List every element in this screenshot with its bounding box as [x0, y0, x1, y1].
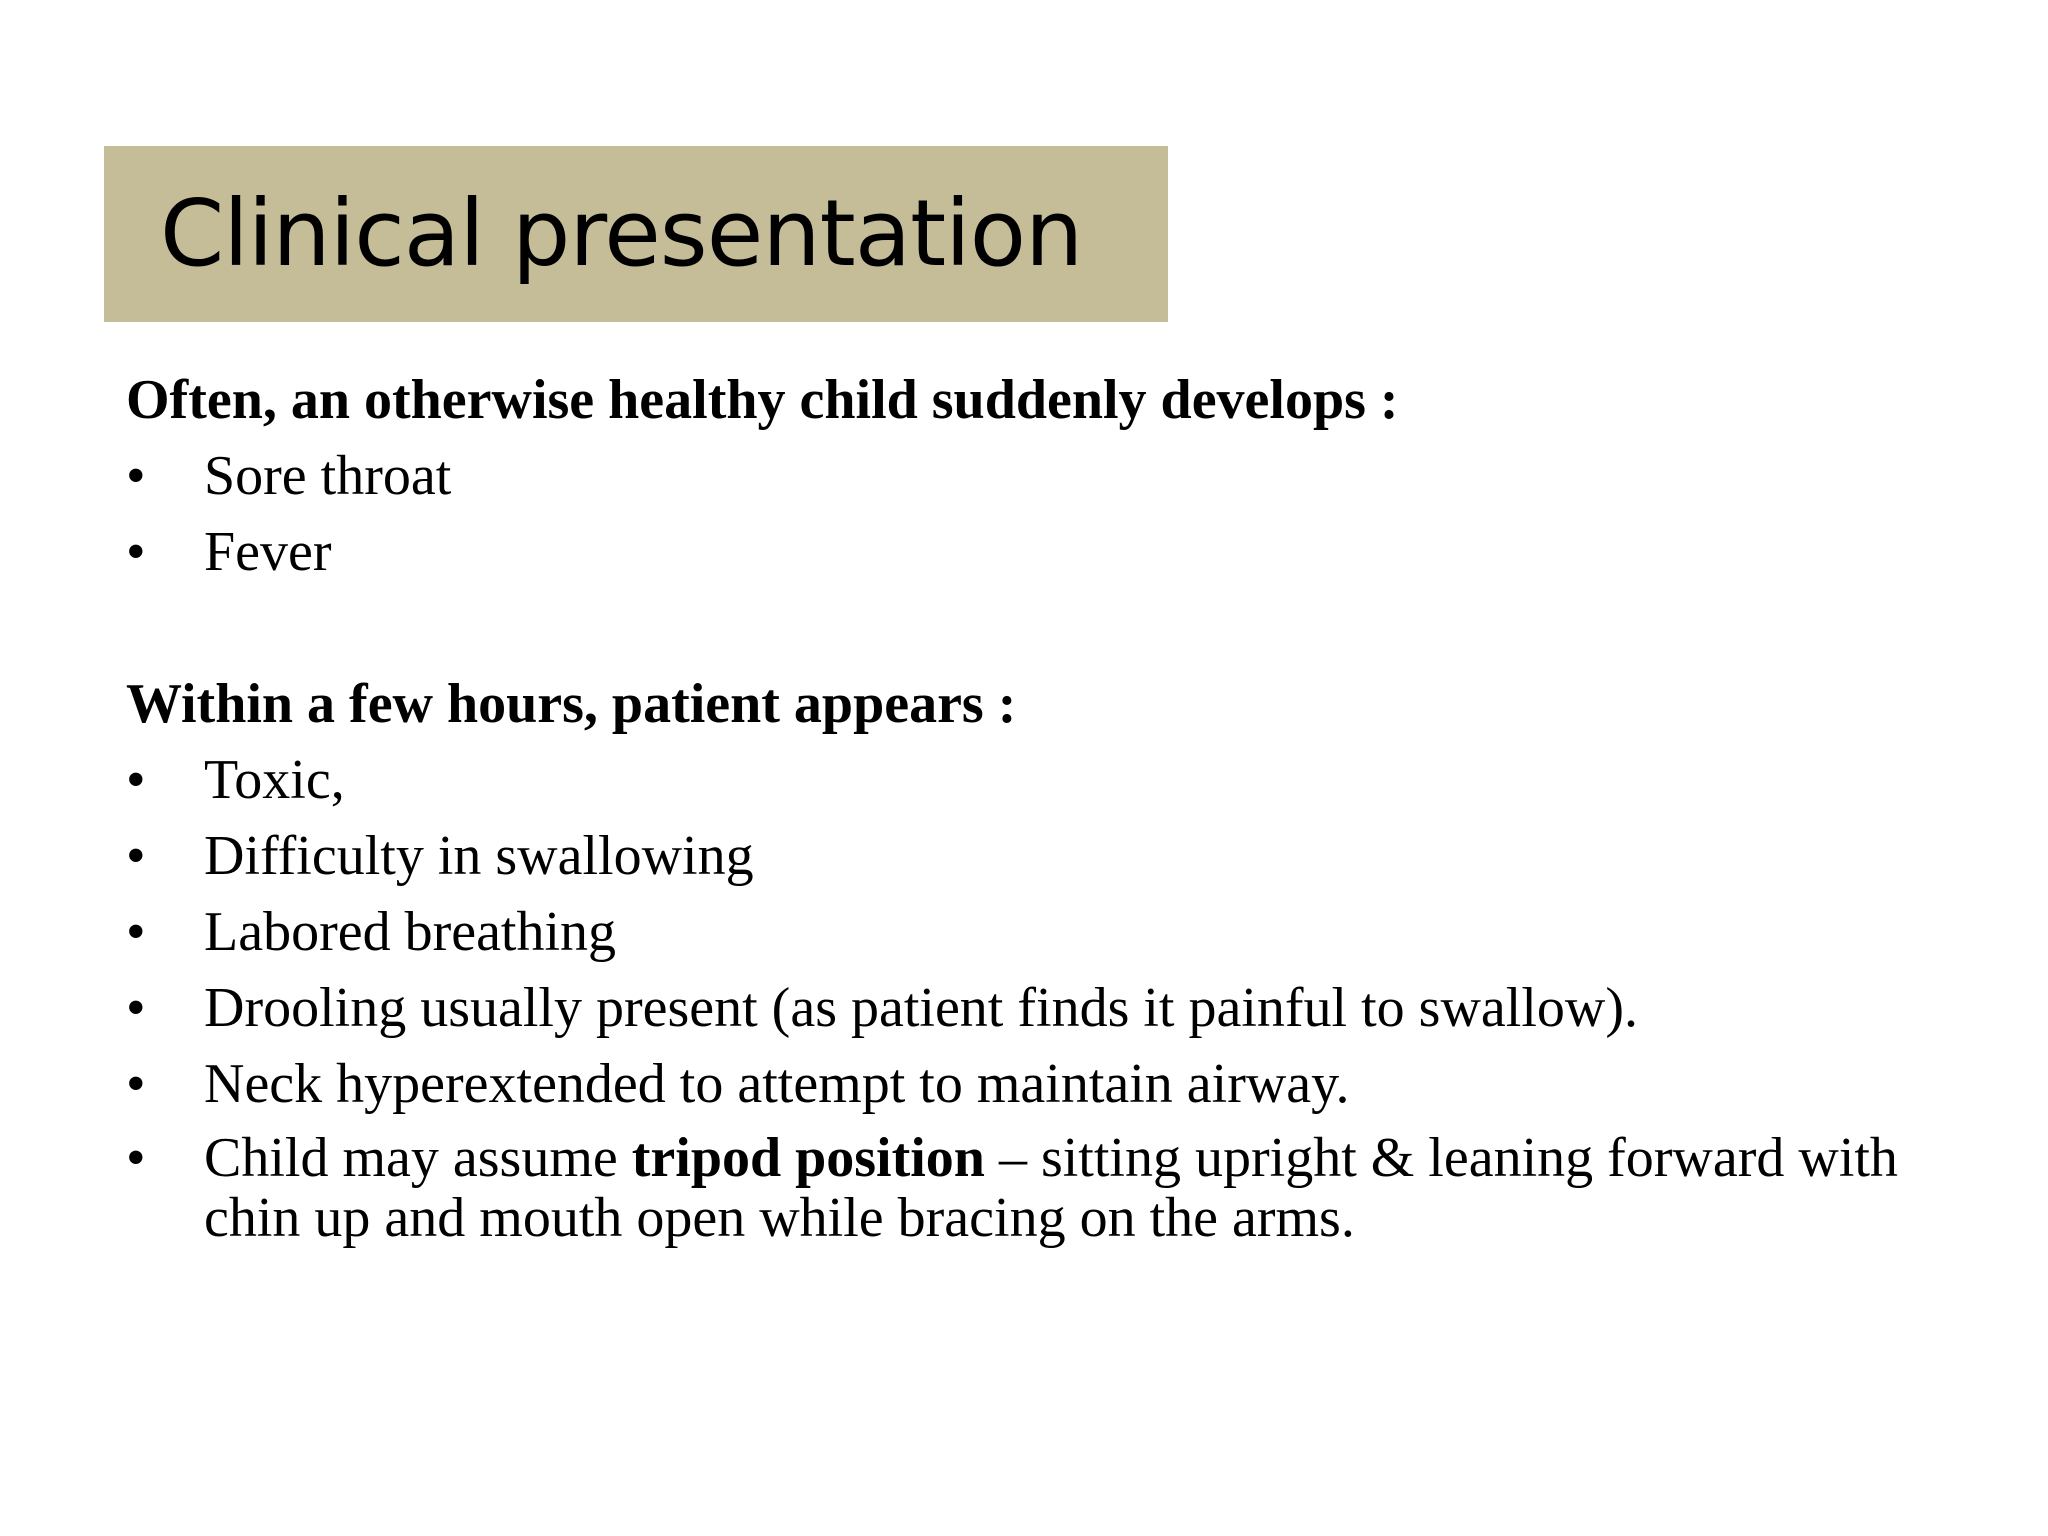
symptom-list-progression [126, 748, 1946, 1248]
bullet-icon: • [126, 977, 146, 1039]
bullet-icon: • [126, 445, 146, 507]
bullet-icon: • [126, 1127, 146, 1189]
list-item [126, 824, 1946, 900]
list-item-text: Labored breathing [204, 901, 617, 963]
spacer [126, 596, 1946, 672]
list-item-tripod [126, 1128, 1946, 1248]
list-item-text-before: Child may assume [204, 1127, 632, 1189]
list-item-text: Fever [204, 521, 332, 583]
list-item-text: Difficulty in swallowing [204, 825, 754, 887]
bullet-icon: • [126, 521, 146, 583]
list-item-text: Toxic, [204, 749, 345, 811]
list-item [126, 520, 1946, 596]
bullet-icon: • [126, 1053, 146, 1115]
bullet-icon: • [126, 825, 146, 887]
symptom-list-onset [126, 444, 1946, 596]
slide-title: Clinical presentation [160, 180, 1083, 287]
slide-content [126, 368, 1946, 1248]
section-heading-onset: Often, an otherwise healthy child suddenly develops : [126, 369, 1399, 431]
bullet-icon: • [126, 749, 146, 811]
list-item [126, 1052, 1946, 1128]
list-item-text: Sore throat [204, 445, 452, 507]
list-item [126, 444, 1946, 520]
list-item-text: Neck hyperextended to attempt to maintain airway. [204, 1053, 1350, 1115]
list-item [126, 748, 1946, 824]
section-heading-progression: Within a few hours, patient appears : [126, 673, 1017, 735]
tripod-position-term: tripod position [631, 1127, 985, 1189]
list-item-text-after: – sitting upright & leaning forward with chin up and mouth open while bracing on the arms. [204, 1127, 1898, 1249]
list-item-text: Drooling usually present (as patient finds it painful to swallow). [204, 977, 1638, 1039]
bullet-icon: • [126, 901, 146, 963]
list-item [126, 900, 1946, 976]
title-box [104, 146, 1168, 322]
list-item [126, 976, 1946, 1052]
